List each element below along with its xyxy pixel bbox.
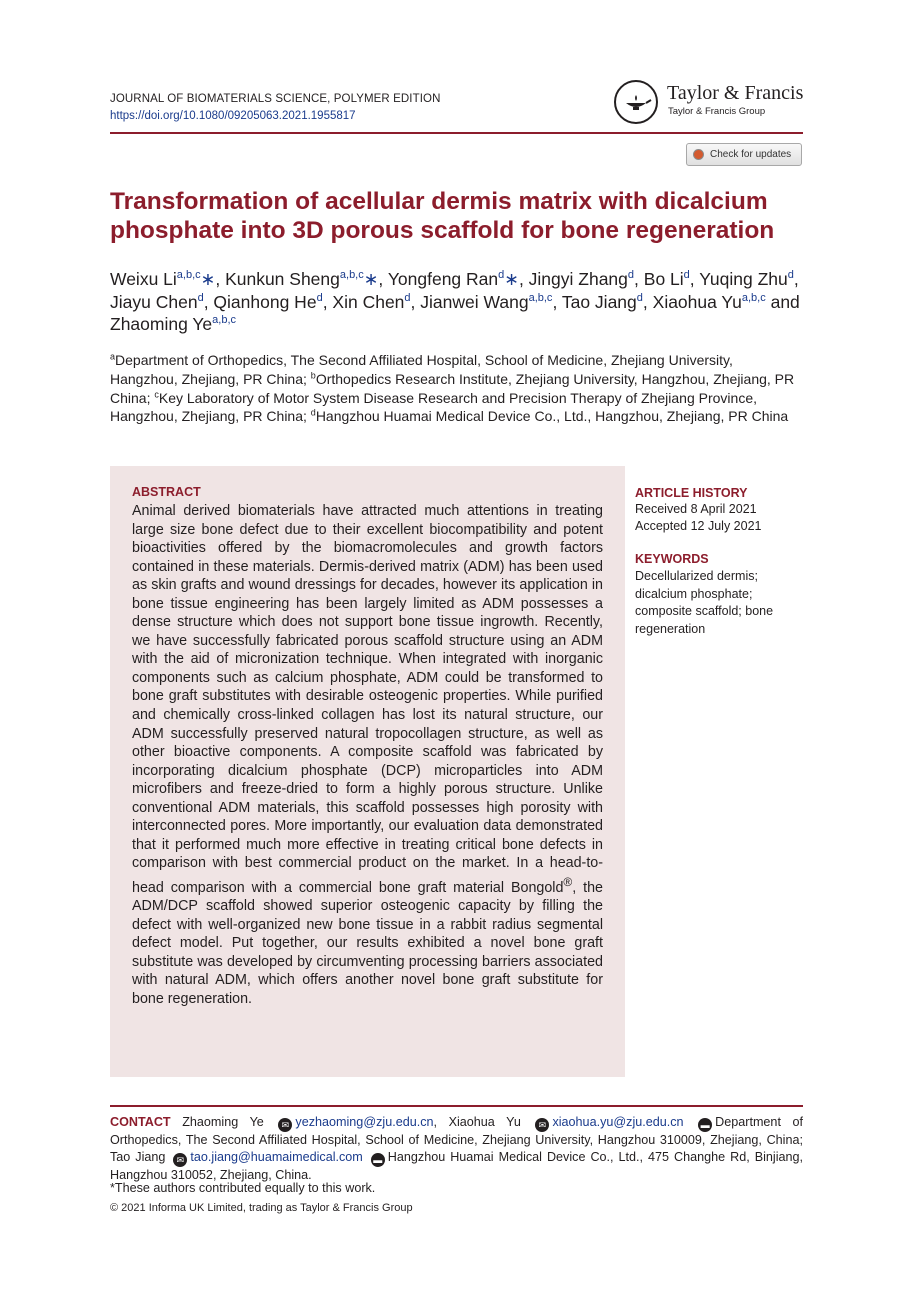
author bbox=[388, 269, 519, 289]
corresponding-star-marker: ∗ bbox=[504, 269, 519, 289]
author-name: Zhaoming Ye bbox=[110, 314, 213, 334]
check-updates-label: Check for updates bbox=[710, 149, 792, 160]
mailbox-icon: ▬ bbox=[371, 1153, 385, 1167]
author-affiliation-marker: d bbox=[404, 291, 411, 304]
contact-separator: , Xiaohua Yu bbox=[433, 1115, 521, 1129]
publisher-name: Taylor & Francis bbox=[667, 82, 804, 104]
copyright: © 2021 Informa UK Limited, trading as Taylor & Francis Group bbox=[110, 1202, 413, 1214]
author bbox=[110, 314, 236, 334]
article-history-heading: ARTICLE HISTORY bbox=[635, 486, 748, 500]
abstract-heading: ABSTRACT bbox=[132, 485, 201, 499]
author bbox=[644, 269, 690, 289]
author-affiliation-marker: d bbox=[787, 269, 794, 282]
author bbox=[653, 292, 766, 312]
affiliations bbox=[110, 351, 803, 426]
contact-label: CONTACT bbox=[110, 1115, 171, 1129]
affiliation-label: a bbox=[110, 351, 116, 362]
author-name: Tao Jiang bbox=[561, 291, 637, 312]
abstract-text-part2: , the ADM/DCP scaffold showed superior osteogenic capacity by filling the defect with well-organized new bone tissue in a rabbit radius segmental defect model. Put together, our results exhibited a novel bone graft substitute was developed by circumventing processing barriers associated with natural ADM, which offers another novel bone graft substitute for bone regeneration. bbox=[132, 879, 603, 1007]
author-name: Jianwei Wang bbox=[420, 291, 529, 312]
author-affiliation-marker: a,b,c bbox=[528, 291, 553, 304]
accepted-date: Accepted 12 July 2021 bbox=[635, 519, 762, 533]
email-link[interactable]: yezhaoming@zju.edu.cn bbox=[295, 1115, 434, 1129]
author bbox=[420, 292, 552, 312]
author-affiliation-marker: d bbox=[197, 291, 204, 304]
email-link[interactable]: tao.jiang@huamaimedical.com bbox=[190, 1149, 363, 1164]
contact-info bbox=[110, 1114, 803, 1184]
author bbox=[699, 269, 794, 289]
author-name: Yongfeng Ran bbox=[387, 269, 499, 289]
corresponding-star-marker: ∗ bbox=[363, 269, 379, 289]
article-title: Transformation of acellular dermis matrix with dicalcium phosphate into 3D porous scaffold for bone regeneration bbox=[110, 188, 775, 244]
author-name: Jingyi Zhang bbox=[528, 269, 628, 289]
doi-link[interactable]: https://doi.org/10.1080/09205063.2021.1955817 bbox=[110, 110, 356, 122]
equal-contribution-footnote: *These authors contributed equally to this work. bbox=[110, 1181, 376, 1195]
corresponding-star-marker: ∗ bbox=[200, 269, 216, 289]
author-affiliation-marker: d bbox=[627, 269, 635, 282]
affiliation-text: Orthopedics Research Institute, Zhejiang University, Hangzhou, Zhejiang, PR China; bbox=[110, 370, 795, 406]
author-affiliation-marker: d bbox=[636, 291, 643, 304]
taylor-francis-logo-icon bbox=[614, 80, 658, 124]
envelope-icon: ✉ bbox=[278, 1118, 292, 1132]
author-name: Qianhong He bbox=[213, 291, 317, 312]
abstract-text bbox=[132, 502, 603, 1009]
author-affiliation-marker: d bbox=[316, 291, 323, 304]
affiliation-label: d bbox=[310, 407, 316, 418]
author-name: Kunkun Sheng bbox=[225, 269, 340, 289]
crossmark-icon bbox=[693, 149, 704, 160]
author bbox=[110, 292, 204, 312]
author-name: Yuqing Zhu bbox=[699, 269, 788, 289]
author-name: Jiayu Chen bbox=[110, 291, 198, 312]
received-date: Received 8 April 2021 bbox=[635, 502, 757, 516]
email-link[interactable]: xiaohua.yu@zju.edu.cn bbox=[552, 1115, 684, 1129]
affiliation-label: b bbox=[310, 370, 316, 381]
author-name: Xiaohua Yu bbox=[652, 291, 742, 312]
author-affiliation-marker: a,b,c bbox=[339, 269, 364, 282]
author bbox=[110, 269, 215, 289]
author bbox=[529, 269, 634, 289]
journal-name: JOURNAL OF BIOMATERIALS SCIENCE, POLYMER EDITION bbox=[110, 93, 441, 105]
author-name: Weixu Li bbox=[110, 269, 177, 289]
author bbox=[562, 292, 643, 312]
abstract-text-part1: Animal derived biomaterials have attracted much attentions in treating large size bone defect due to their excellent biocompatibility and potent bioactivities offered by the biomacromolecules and growth factors contained in these materials. Dermis-derived matrix (ADM) has been used as skin grafts and wound dressings for decades, however its application in bone tissue engineering has been largely limited as ADM possesses a dense structure which does not support bone tissue ingrowth. Recently, we have successfully fabricated porous scaffold structure using an ADM with the aid of micronization technique. When integrated with inorganic components such as calcium phosphate, ADM could be transformed to bone graft substitutes with desirable osteogenic properties. While purified and chemically cross-linked collagen has lost its natural structure, our ADM successfully preserved natural tropocollagen structure, as well as other bioactive components. A composite scaffold was fabricated by incorporating dicalcium phosphate (DCP) microparticles into ADM microfibers and freeze-dried to form a highly porous structure. Unlike conventional ADM materials, this scaffold possesses high porosity with interconnected pores. More importantly, our evaluation data demonstrated that it performed much more effective in treating critical bone defects in comparison with best commercial product on the market. In a head-to-head comparison with a commercial bone graft material Bongold bbox=[132, 503, 603, 896]
author-affiliation-marker: d bbox=[498, 269, 505, 282]
envelope-icon: ✉ bbox=[173, 1153, 187, 1167]
lamp-icon bbox=[616, 82, 656, 122]
envelope-icon: ✉ bbox=[535, 1118, 549, 1132]
author bbox=[213, 292, 322, 312]
author-name: Xin Chen bbox=[332, 291, 405, 312]
author-list: Weixu Li$^{a,b,c}$∗, Kunkun Sheng$^{a,b,c}$∗, Yongfeng Ran$^d$∗, Jingyi Zhang$^d$, Bo Li$^d$, Yuqing Zhu$^d$, Jiayu Chen$^d$, Qianhong He$^d$, Xin Chen$^d$, Jianwei Wang$^{a,b,c}$, Tao Jiang$^d$, Xiaohua Yu$^{a,b,c}$ and Zhaoming Ye$^{a,b,c}$ bbox=[110, 269, 800, 334]
author-affiliation-marker: a,b,c bbox=[741, 291, 766, 304]
author bbox=[225, 269, 378, 289]
affiliation-text: Hangzhou Huamai Medical Device Co., Ltd., Hangzhou, Zhejiang, PR China bbox=[315, 408, 789, 425]
header-rule bbox=[110, 132, 803, 134]
contact-address: Department of Orthopedics, The Second Affiliated Hospital, School of Medicine, Zhejiang University, Hangzhou 310009, Zhejiang, China; Tao Jiang bbox=[110, 1115, 804, 1164]
check-for-updates-button[interactable] bbox=[686, 143, 802, 166]
affiliation-text: Key Laboratory of Motor System Disease Research and Precision Therapy of Zhejiang Province, Hangzhou, Zhejiang, PR China; bbox=[110, 389, 758, 425]
contact-address: Hangzhou Huamai Medical Device Co., Ltd., 475 Changhe Rd, Binjiang, Hangzhou 310052, Zhejiang, China. bbox=[110, 1149, 804, 1182]
author-name: Bo Li bbox=[643, 269, 684, 289]
publisher-group: Taylor & Francis Group bbox=[668, 106, 766, 117]
affiliation-label: c bbox=[154, 388, 159, 399]
registered-mark: ® bbox=[563, 874, 573, 889]
affiliation-text: Department of Orthopedics, The Second Affiliated Hospital, School of Medicine, Zhejiang University, Hangzhou, Zhejiang, PR China; bbox=[110, 352, 733, 387]
keywords-text: Decellularized dermis; dicalcium phosphate; composite scaffold; bone regeneration bbox=[635, 569, 774, 636]
author bbox=[332, 292, 410, 312]
author-affiliation-marker: d bbox=[683, 269, 690, 282]
footer-rule bbox=[110, 1105, 803, 1107]
author-affiliation-marker: a,b,c bbox=[212, 314, 237, 327]
mailbox-icon: ▬ bbox=[698, 1118, 712, 1132]
keywords-heading: KEYWORDS bbox=[635, 552, 709, 566]
author-affiliation-marker: a,b,c bbox=[176, 269, 201, 282]
contact-name: Zhaoming Ye bbox=[182, 1115, 264, 1129]
